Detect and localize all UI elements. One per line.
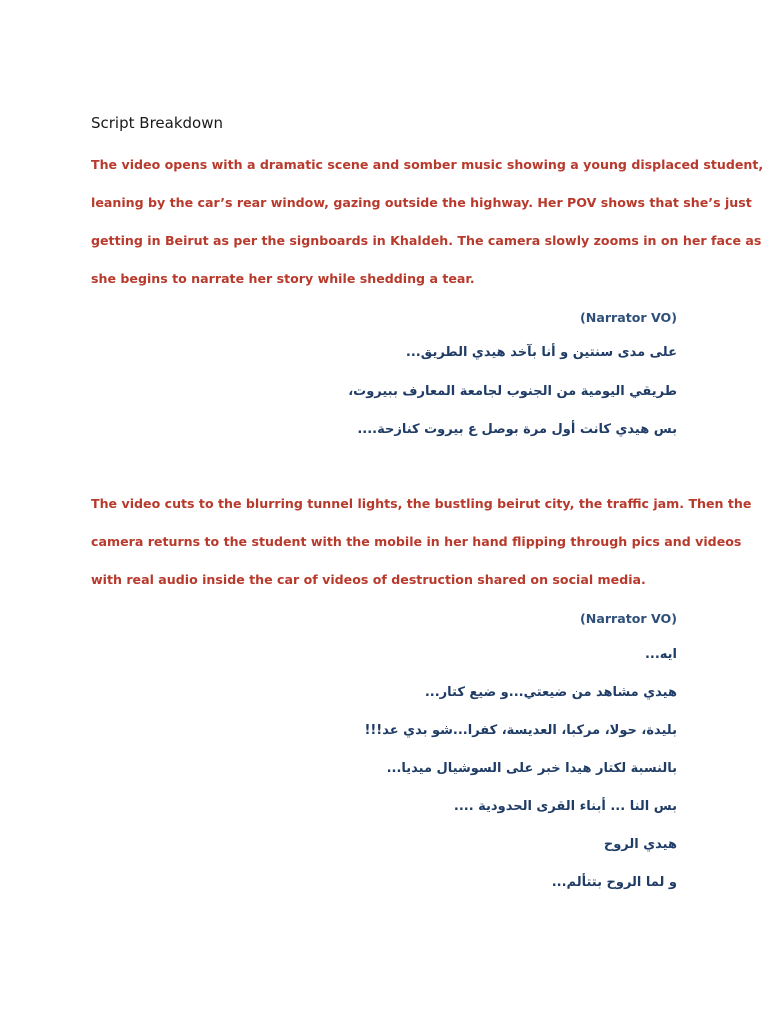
- narration-line: بس هيدي كانت أول مرة بوصل ع بيروت كنازحة....: [357, 422, 677, 437]
- narration-line: هيدي الروح: [603, 837, 677, 852]
- narration-line: هيدي مشاهد من ضيعتي...و ضيع كتار...: [424, 685, 677, 700]
- narration-line: على مدى سنتين و أنا بآخد هيدي الطريق...: [405, 345, 677, 360]
- narration-line: بس النا ... أبناء القرى الحدودية ....: [453, 799, 677, 814]
- narrator-vo-label: (Narrator VO): [580, 611, 677, 626]
- narration-line: بليدة، حولا، مركبا، العديسة، كفرا...شو بدي عد!!!: [364, 723, 677, 738]
- narration-line: ايه...: [644, 647, 677, 662]
- scene-description-line: camera returns to the student with the mobile in her hand flipping through pics and videos: [91, 534, 742, 549]
- scene-description-line: with real audio inside the car of videos of destruction shared on social media.: [91, 572, 646, 587]
- scene-description-line: The video opens with a dramatic scene and somber music showing a young displaced student,: [91, 157, 764, 172]
- scene-description-line: getting in Beirut as per the signboards in Khaldeh. The camera slowly zooms in on her face as: [91, 233, 762, 248]
- narration-line: طريقي اليومية من الجنوب لجامعة المعارف ببيروت،: [348, 384, 677, 399]
- scene-description-line: The video cuts to the blurring tunnel lights, the bustling beirut city, the traffic jam. Then the: [91, 496, 752, 511]
- narrator-vo-label: (Narrator VO): [580, 310, 677, 325]
- scene-description-line: leaning by the car’s rear window, gazing outside the highway. Her POV shows that she’s just: [91, 195, 752, 210]
- narration-line: و لما الروح بتتألم...: [551, 875, 677, 890]
- narration-line: بالنسبة لكتار هيدا خبر على السوشيال ميديا...: [386, 761, 677, 776]
- scene-description-line: she begins to narrate her story while shedding a tear.: [91, 271, 475, 286]
- document-title: Script Breakdown: [91, 114, 223, 132]
